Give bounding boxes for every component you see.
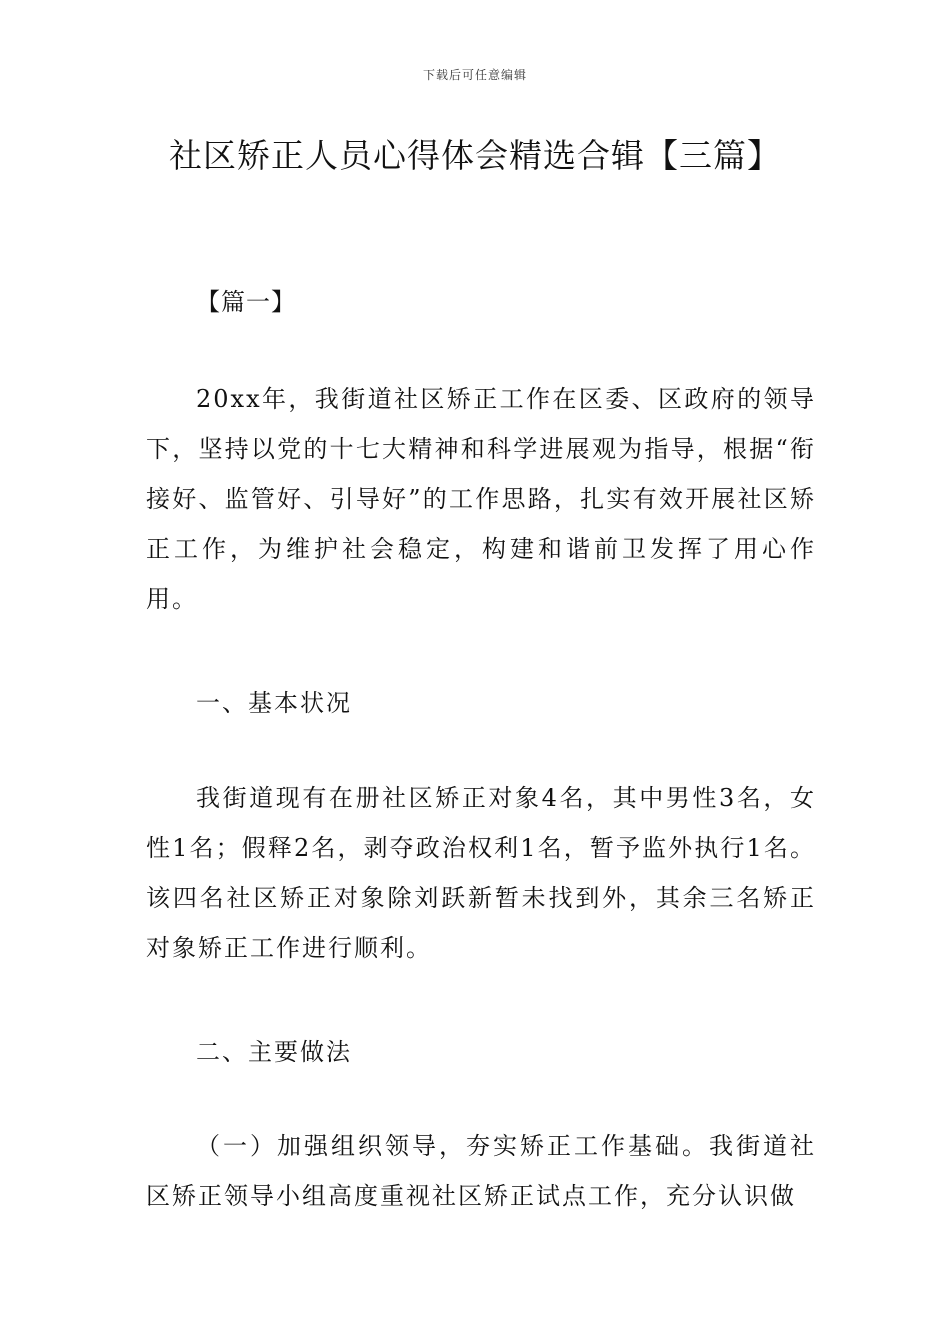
intro-paragraph: 20xx年，我街道社区矫正工作在区委、区政府的领导下，坚持以党的十七大精神和科学进展观为指导，根据“衔接好、监管好、引导好”的工作思路，扎实有效开展社区矫正工作，为维护社会稳定，构建和谐前卫发挥了用心作用。 — [146, 385, 816, 613]
header-note: 下载后可任意编辑 — [422, 68, 527, 82]
heading-main-methods: 二、主要做法 — [196, 1038, 352, 1066]
basic-status-paragraph: 我街道现有在册社区矫正对象4名，其中男性3名，女性1名；假释2名，剥夺政治权利1名，暂予监外执行1名。该四名社区矫正对象除刘跃新暂未找到外，其余三名矫正对象矫正工作进行顺利。 — [146, 784, 816, 962]
method-one-paragraph: （一）加强组织领导，夯实矫正工作基础。我街道社区矫正领导小组高度重视社区矫正试点工作，充分认识做 — [146, 1132, 816, 1210]
document-title: 社区矫正人员心得体会精选合辑【三篇】 — [169, 136, 781, 175]
section-marker: 【篇一】 — [196, 288, 296, 316]
heading-basic-status: 一、基本状况 — [196, 689, 352, 717]
